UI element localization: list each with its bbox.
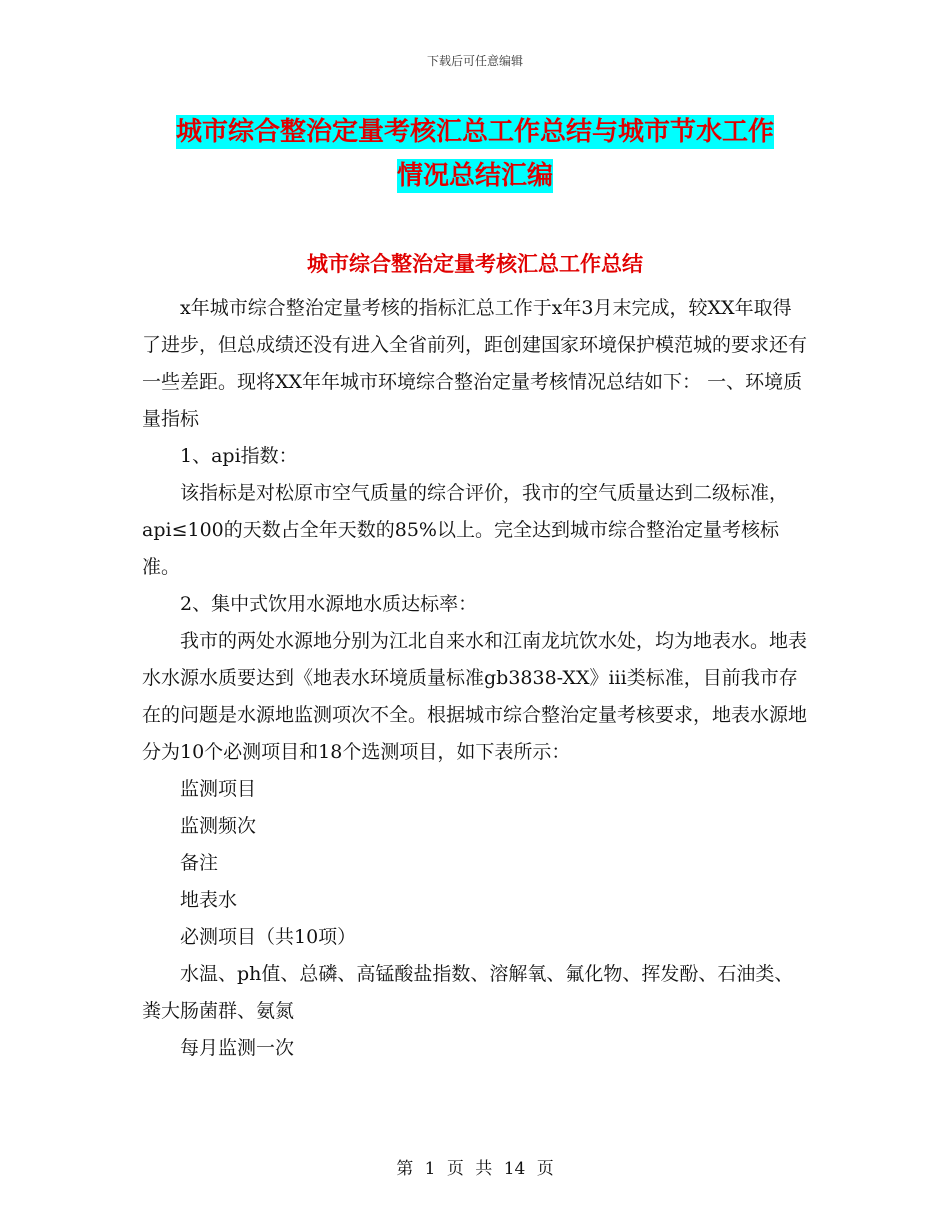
paragraph-water-heading: 2、集中式饮用水源地水质达标率： <box>180 593 478 615</box>
table-item-remarks: 备注 <box>180 852 219 874</box>
table-item-surface-water: 地表水 <box>180 889 238 911</box>
paragraph-required-list: 水温、ph值、总磷、高锰酸盐指数、溶解氧、氟化物、挥发酚、石油类、粪大肠菌群、氨氮 <box>142 963 794 1022</box>
document-body <box>142 290 810 1067</box>
paragraph-api-heading: 1、api指数： <box>180 445 298 467</box>
document-title <box>140 110 810 198</box>
section-title: 城市综合整治定量考核汇总工作总结 <box>307 252 643 276</box>
table-item-monitoring-frequency: 监测频次 <box>180 815 257 837</box>
table-item-monitoring-project: 监测项目 <box>180 778 257 800</box>
paragraph-intro: x年城市综合整治定量考核的指标汇总工作于x年3月末完成，较XX年取得了进步，但总成绩还没有进入全省前列，距创建国家环境保护模范城的要求还有一些差距。现将XX年年城市环境综合整治定量考核情况总结如下： 一、环境质量指标 <box>142 297 808 430</box>
table-item-required-projects: 必测项目（共10项） <box>180 926 357 948</box>
page-number: 第 1 页 共 14 页 <box>396 1159 554 1179</box>
header-note: 下载后可任意编辑 <box>426 54 523 68</box>
paragraph-water-detail: 我市的两处水源地分别为江北自来水和江南龙坑饮水处，均为地表水。地表水水源水质要达到《地表水环境质量标准gb3838-XX》iii类标准，目前我市存在的问题是水源地监测项次不全。根据城市综合整治定量考核要求，地表水源地分为10个必测项目和18个选测项目，如下表所示： <box>142 630 808 763</box>
paragraph-frequency: 每月监测一次 <box>180 1037 295 1059</box>
document-title-line-1: 城市综合整治定量考核汇总工作总结与城市节水工作 <box>175 117 774 147</box>
document-title-line-2: 情况总结汇编 <box>396 161 553 191</box>
paragraph-api-detail: 该指标是对松原市空气质量的综合评价，我市的空气质量达到二级标准，api≤100的天数占全年天数的85%以上。完全达到城市综合整治定量考核标准。 <box>142 482 789 578</box>
